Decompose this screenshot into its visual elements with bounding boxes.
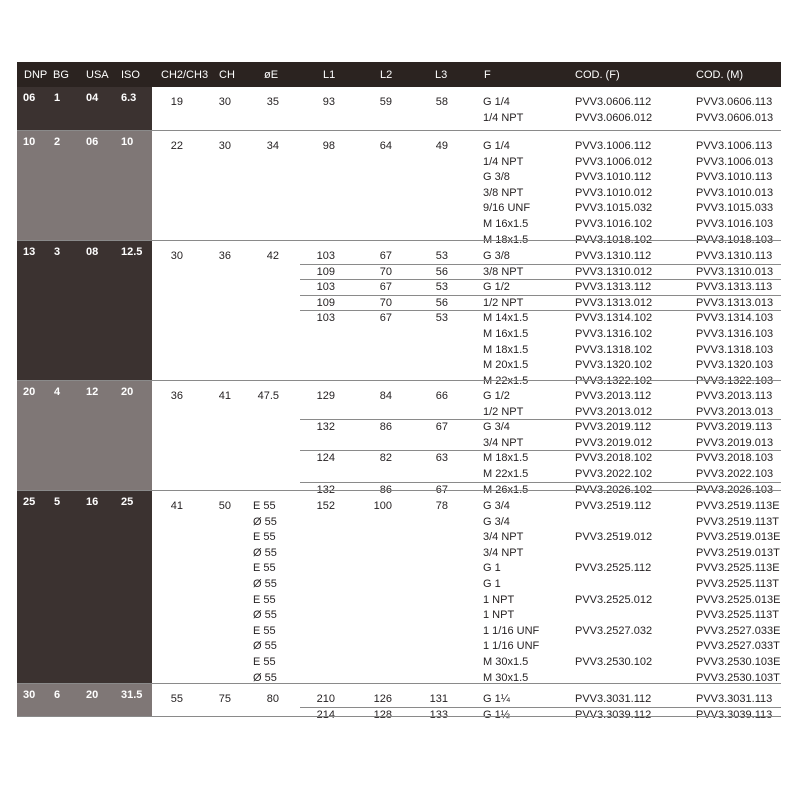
cell-cod-m: PVV3.2519.113E: [696, 500, 780, 512]
cell-cod-f: PVV3.1313.012: [575, 296, 653, 309]
row-separator: [300, 279, 781, 280]
cell-cod-f: PVV3.2018.102: [575, 452, 653, 465]
cell-cod-f: PVV3.1018.102: [575, 233, 653, 246]
cell-l3: 53: [435, 312, 448, 325]
cell-l2: 67: [379, 312, 392, 325]
cell-cod-f: PVV3.1010.112: [575, 171, 652, 184]
side-bg: 6: [54, 689, 61, 701]
cell-thread: 3/8 NPT: [483, 186, 524, 199]
cell-cod-f: PVV3.1314.102: [575, 312, 653, 325]
cell-l3: 56: [435, 296, 448, 309]
cell-thread: 1/2 NPT: [483, 296, 524, 309]
cell-cod-m: PVV3.1313.013: [696, 296, 774, 309]
cell-cod-f: PVV3.1320.102: [575, 359, 653, 372]
cell-l1: 152: [316, 500, 335, 512]
side-usa: 16: [86, 496, 99, 508]
cell-thread: 1/4 NPT: [483, 155, 524, 168]
cell-l1: 132: [316, 483, 335, 496]
cell-thread: M 16x1.5: [483, 328, 529, 340]
side-usa: 12: [86, 386, 99, 398]
header-cod-f: COD. (F): [575, 69, 620, 81]
cell-l2: 84: [379, 390, 392, 402]
cell-l2: 86: [379, 483, 392, 496]
cell-cod-f: PVV3.0606.012: [575, 111, 653, 124]
cell-thread: G 3/8: [483, 171, 510, 184]
cell-cod-m: PVV3.1016.103: [696, 218, 774, 230]
cell-cod-m: PVV3.2525.113T: [696, 609, 779, 622]
group-side-block: [17, 381, 152, 491]
cell-cod-f: PVV3.2519.012: [575, 531, 653, 544]
cell-l1: 214: [316, 708, 335, 721]
cell-cod-m: PVV3.3039.113: [696, 708, 773, 721]
cell-thread: M 30x1.5: [483, 656, 529, 668]
cell-oe: 80: [266, 693, 279, 705]
cell-oe: E 55: [253, 624, 276, 637]
cell-oe: E 55: [253, 562, 276, 575]
cell-thread: M 26x1.5: [483, 483, 529, 496]
header-l1: L1: [323, 69, 336, 81]
group-dnp-25: [17, 490, 781, 684]
cell-cod-f: PVV3.2013.112: [575, 390, 652, 402]
row-separator: [300, 295, 781, 296]
side-dnp: 06: [23, 92, 36, 104]
row-separator: [300, 450, 781, 451]
cell-thread: M 18x1.5: [483, 233, 529, 246]
cell-cod-m: PVV3.2022.103: [696, 468, 774, 480]
cell-thread: G 3/4: [483, 515, 510, 528]
header-bg: BG: [53, 69, 69, 81]
row-separator: [300, 482, 781, 483]
cell-oe: Ø 55: [253, 609, 277, 622]
group-side-block: [17, 87, 152, 130]
cell-ch: 75: [218, 693, 231, 705]
cell-cod-f: PVV3.2022.102: [575, 468, 653, 480]
cell-cod-f: PVV3.1316.102: [575, 328, 653, 340]
cell-l2: 59: [379, 96, 392, 108]
cell-thread: G 3/8: [483, 250, 510, 262]
cell-l1: 132: [316, 421, 335, 434]
cell-thread: G 1/4: [483, 96, 510, 108]
cell-thread: G 1: [483, 562, 501, 575]
cell-thread: G 1½: [483, 708, 510, 721]
side-bg: 5: [54, 496, 61, 508]
cell-ch2ch3: 22: [170, 140, 183, 152]
cell-l2: 67: [379, 281, 392, 294]
cell-thread: G 1/4: [483, 140, 510, 152]
side-dnp: 10: [23, 136, 36, 148]
cell-oe: E 55: [253, 656, 276, 668]
table-header: [17, 62, 781, 87]
group-dnp-10: [17, 130, 781, 246]
cell-cod-f: PVV3.2019.112: [575, 421, 652, 434]
group-side-block: [17, 491, 152, 684]
cell-cod-f: PVV3.1310.112: [575, 250, 652, 262]
cell-cod-m: PVV3.1006.113: [696, 140, 773, 152]
cell-l3: 131: [429, 693, 448, 705]
cell-cod-f: PVV3.1010.012: [575, 186, 653, 199]
cell-l1: 103: [316, 250, 335, 262]
side-iso: 25: [121, 496, 134, 508]
cell-cod-f: PVV3.1313.112: [575, 281, 652, 294]
cell-oe: E 55: [253, 531, 276, 544]
cell-thread: G 1¼: [483, 693, 510, 705]
side-iso: 31.5: [121, 689, 143, 701]
cell-cod-m: PVV3.2530.103E: [696, 656, 781, 668]
cell-l1: 103: [316, 312, 335, 325]
cell-cod-m: PVV3.1313.113: [696, 281, 773, 294]
cell-thread: M 16x1.5: [483, 218, 529, 230]
header-ch2ch3: CH2/CH3: [161, 69, 209, 81]
cell-ch: 30: [218, 96, 231, 108]
cell-cod-f: PVV3.2525.012: [575, 593, 653, 606]
cell-thread: 1/2 NPT: [483, 405, 524, 418]
header-oe: øE: [264, 69, 279, 81]
cell-cod-m: PVV3.1320.103: [696, 359, 774, 372]
cell-ch2ch3: 36: [170, 390, 183, 402]
row-separator: [300, 264, 781, 265]
cell-thread: 1 1/16 UNF: [483, 624, 540, 637]
cell-cod-m: PVV3.2525.113T: [696, 578, 779, 590]
cell-thread: M 22x1.5: [483, 374, 529, 387]
cell-thread: 1 1/16 UNF: [483, 640, 540, 653]
header-dnp: DNP: [24, 69, 48, 81]
side-bg: 3: [54, 246, 61, 258]
side-usa: 20: [86, 689, 99, 701]
cell-l2: 82: [379, 452, 392, 465]
table-bottom-border: [17, 716, 781, 717]
cell-cod-m: PVV3.1015.033: [696, 202, 774, 215]
cell-cod-m: PVV3.2519.113T: [696, 515, 779, 528]
side-dnp: 30: [23, 689, 36, 701]
cell-cod-f: PVV3.1006.112: [575, 140, 652, 152]
cell-l1: 103: [316, 281, 335, 294]
cell-cod-m: PVV3.1010.013: [696, 186, 774, 199]
cell-l1: 109: [316, 296, 335, 309]
cell-cod-m: PVV3.1018.103: [696, 233, 774, 246]
cell-l2: 67: [379, 250, 392, 262]
cell-l2: 64: [379, 140, 392, 152]
cell-cod-m: PVV3.2519.013E: [696, 531, 781, 544]
cell-thread: 1/4 NPT: [483, 111, 524, 124]
cell-l3: 53: [435, 281, 448, 294]
cell-l2: 70: [379, 265, 392, 278]
cell-cod-m: PVV3.2530.103T: [696, 671, 780, 684]
cell-thread: M 14x1.5: [483, 312, 529, 325]
side-bg: 4: [54, 386, 61, 398]
cell-l1: 124: [316, 452, 335, 465]
cell-l1: 129: [316, 390, 335, 402]
header-l3: L3: [435, 69, 448, 81]
side-usa: 04: [86, 92, 99, 104]
cell-cod-m: PVV3.2026.103: [696, 483, 774, 496]
group-dnp-13: [17, 240, 781, 387]
cell-l2: 126: [373, 693, 392, 705]
cell-l2: 100: [373, 500, 392, 512]
cell-l3: 78: [435, 500, 448, 512]
group-dnp-30: [17, 683, 781, 721]
cell-cod-f: PVV3.2525.112: [575, 562, 652, 575]
cell-l2: 86: [379, 421, 392, 434]
cell-cod-f: PVV3.0606.112: [575, 96, 652, 108]
side-iso: 20: [121, 386, 134, 398]
header-cod-m: COD. (M): [696, 69, 744, 81]
side-dnp: 25: [23, 496, 36, 508]
cell-cod-f: PVV3.2530.102: [575, 656, 653, 668]
cell-thread: M 18x1.5: [483, 452, 529, 465]
cell-thread: G 1/2: [483, 281, 510, 294]
cell-l1: 109: [316, 265, 335, 278]
cell-thread: M 20x1.5: [483, 359, 529, 372]
side-usa: 08: [86, 246, 99, 258]
cell-cod-f: PVV3.3031.112: [575, 693, 652, 705]
cell-ch: 36: [218, 250, 231, 262]
cell-cod-f: PVV3.1006.012: [575, 155, 653, 168]
cell-cod-m: PVV3.0606.013: [696, 111, 774, 124]
cell-cod-m: PVV3.1006.013: [696, 155, 774, 168]
cell-thread: 3/4 NPT: [483, 531, 524, 544]
group-side-block: [17, 131, 152, 241]
cell-cod-m: PVV3.2019.013: [696, 436, 774, 449]
cell-l3: 63: [435, 452, 448, 465]
group-side-block: [17, 684, 152, 717]
cell-oe: Ø 55: [253, 515, 277, 528]
cell-cod-m: PVV3.2013.013: [696, 405, 774, 418]
cell-cod-f: PVV3.2019.012: [575, 436, 653, 449]
cell-oe: E 55: [253, 500, 276, 512]
cell-cod-f: PVV3.2519.112: [575, 500, 652, 512]
cell-cod-m: PVV3.1314.103: [696, 312, 774, 325]
cell-l2: 128: [373, 708, 392, 721]
cell-cod-m: PVV3.2527.033E: [696, 624, 781, 637]
header-f: F: [484, 69, 491, 81]
cell-cod-f: PVV3.1310.012: [575, 265, 653, 278]
cell-oe: Ø 55: [253, 546, 277, 559]
cell-oe: 47.5: [257, 390, 279, 402]
cell-cod-m: PVV3.2525.013E: [696, 593, 781, 606]
cell-cod-m: PVV3.2018.103: [696, 452, 774, 465]
cell-cod-f: PVV3.1318.102: [575, 343, 653, 356]
cell-l2: 70: [379, 296, 392, 309]
cell-cod-f: PVV3.3039.112: [575, 708, 652, 721]
cell-cod-f: PVV3.1015.032: [575, 202, 653, 215]
cell-thread: G 1/2: [483, 390, 510, 402]
header-iso: ISO: [121, 69, 140, 81]
cell-oe: Ø 55: [253, 671, 277, 684]
cell-cod-m: PVV3.2527.033T: [696, 640, 780, 653]
cell-cod-m: PVV3.2013.113: [696, 390, 773, 402]
cell-ch: 41: [218, 390, 231, 402]
header-usa: USA: [86, 69, 109, 81]
cell-l1: 93: [322, 96, 335, 108]
cell-thread: M 18x1.5: [483, 343, 529, 356]
side-usa: 06: [86, 136, 99, 148]
cell-cod-m: PVV3.2525.113E: [696, 562, 780, 575]
cell-cod-m: PVV3.1316.103: [696, 328, 774, 340]
cell-thread: 3/8 NPT: [483, 265, 524, 278]
cell-cod-m: PVV3.2519.013T: [696, 546, 780, 559]
side-dnp: 13: [23, 246, 36, 258]
cell-l3: 133: [429, 708, 448, 721]
cell-ch: 30: [218, 140, 231, 152]
cell-l3: 67: [435, 421, 448, 434]
cell-oe: 34: [266, 140, 279, 152]
cell-l3: 49: [435, 140, 448, 152]
cell-thread: M 30x1.5: [483, 671, 529, 684]
header-l2: L2: [380, 69, 393, 81]
side-iso: 10: [121, 136, 134, 148]
header-ch: CH: [219, 69, 235, 81]
cell-ch2ch3: 55: [170, 693, 183, 705]
group-dnp-06: [17, 87, 781, 130]
cell-thread: 3/4 NPT: [483, 546, 524, 559]
cell-cod-m: PVV3.1310.013: [696, 265, 774, 278]
cell-thread: 1 NPT: [483, 593, 515, 606]
cell-l3: 56: [435, 265, 448, 278]
cell-cod-f: PVV3.1016.102: [575, 218, 653, 230]
cell-thread: G 3/4: [483, 421, 510, 434]
cell-cod-m: PVV3.1322.103: [696, 374, 774, 387]
cell-oe: 42: [266, 250, 279, 262]
cell-cod-f: PVV3.2013.012: [575, 405, 653, 418]
cell-cod-f: PVV3.2527.032: [575, 624, 653, 637]
cell-ch2ch3: 41: [170, 500, 183, 512]
cell-l3: 67: [435, 483, 448, 496]
cell-thread: 9/16 UNF: [483, 202, 531, 215]
row-separator: [300, 310, 781, 311]
cell-cod-f: PVV3.1322.102: [575, 374, 653, 387]
cell-thread: G 1: [483, 578, 501, 590]
side-bg: 1: [54, 92, 61, 104]
cell-l3: 66: [435, 390, 448, 402]
side-iso: 12.5: [121, 246, 143, 258]
cell-oe: 35: [266, 96, 279, 108]
cell-cod-m: PVV3.3031.113: [696, 693, 773, 705]
group-side-block: [17, 241, 152, 381]
cell-thread: G 3/4: [483, 500, 510, 512]
cell-oe: Ø 55: [253, 640, 277, 653]
cell-oe: E 55: [253, 593, 276, 606]
cell-cod-m: PVV3.1310.113: [696, 250, 773, 262]
row-separator: [300, 707, 781, 708]
cell-oe: Ø 55: [253, 578, 277, 590]
cell-ch: 50: [218, 500, 231, 512]
side-iso: 6.3: [121, 92, 137, 104]
cell-l3: 58: [435, 96, 448, 108]
cell-l1: 98: [322, 140, 335, 152]
cell-cod-f: PVV3.2026.102: [575, 483, 653, 496]
cell-cod-m: PVV3.1010.113: [696, 171, 773, 184]
cell-ch2ch3: 19: [170, 96, 183, 108]
cell-thread: 3/4 NPT: [483, 436, 524, 449]
row-separator: [300, 419, 781, 420]
cell-cod-m: PVV3.2019.113: [696, 421, 773, 434]
cell-l1: 210: [316, 693, 335, 705]
side-dnp: 20: [23, 386, 36, 398]
group-dnp-20: [17, 380, 781, 496]
cell-thread: M 22x1.5: [483, 468, 529, 480]
cell-cod-m: PVV3.0606.113: [696, 96, 773, 108]
cell-l3: 53: [435, 250, 448, 262]
cell-cod-m: PVV3.1318.103: [696, 343, 774, 356]
side-bg: 2: [54, 136, 61, 148]
cell-thread: 1 NPT: [483, 609, 515, 622]
cell-ch2ch3: 30: [170, 250, 183, 262]
